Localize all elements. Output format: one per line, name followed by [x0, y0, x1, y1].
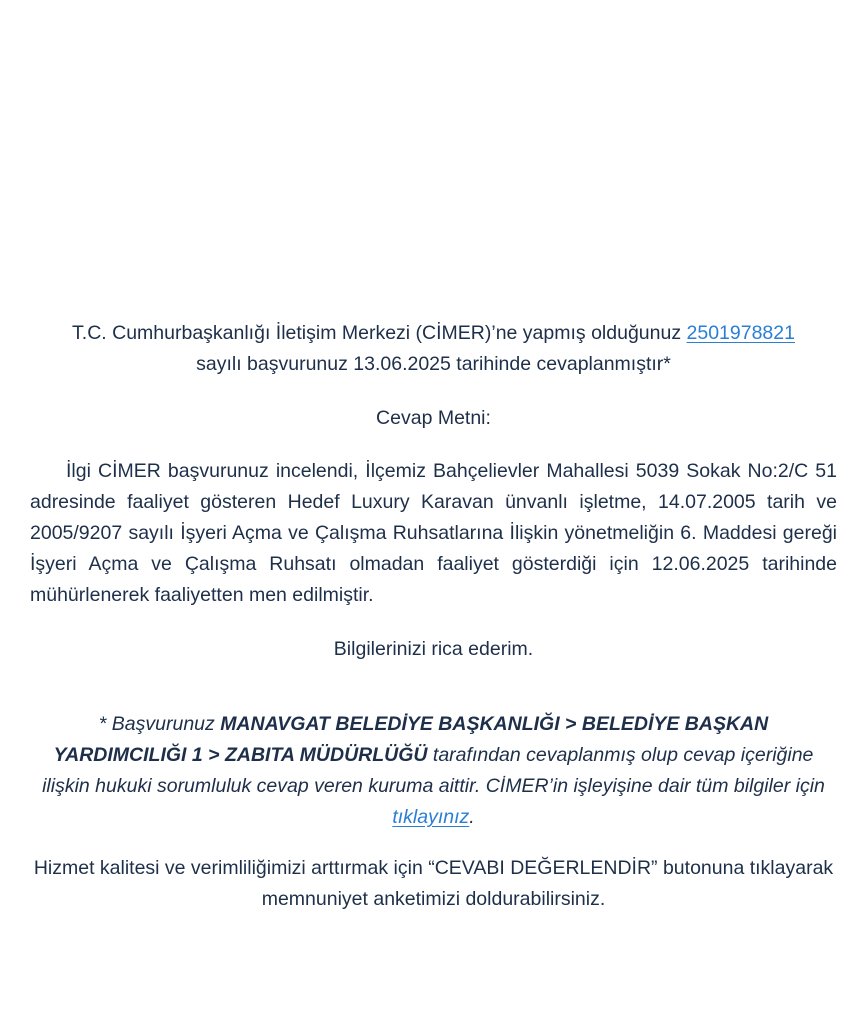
response-header: [0, 318, 867, 380]
note-prefix: * Başvurunuz: [98, 713, 215, 735]
survey-text: Hizmet kalitesi ve verimliliğimizi arttırmak için “CEVABI DEĞERLENDİR” butonuna tıklayarak memnuniyet anketimizi doldurabilirsiniz.: [33, 857, 834, 910]
note-middle-text: tarafından cevaplanmış olup cevap içeriğine ilişkin hukuki sorumluluk cevap veren kuruma aittir. CİMER’in işleyişine dair tüm bilgiler için: [42, 744, 825, 797]
response-document: [0, 318, 867, 915]
answer-label: Cevap Metni:: [376, 407, 491, 429]
header-intro-text: T.C. Cumhurbaşkanlığı İletişim Merkezi (CİMER)’ne yapmış olduğunuz: [72, 322, 682, 344]
cimer-info-link[interactable]: tıklayınız: [392, 806, 470, 828]
greeting-text: Bilgilerinizi rica ederim.: [333, 638, 534, 660]
header-date-text: sayılı başvurunuz 13.06.2025 tarihinde cevaplanmıştır*: [196, 353, 671, 375]
responsibility-note: [0, 709, 867, 833]
note-suffix: .: [469, 806, 475, 828]
application-number-link[interactable]: 2501978821: [686, 322, 795, 344]
answer-body: İlgi CİMER başvurunuz incelendi, İlçemiz Bahçelievler Mahallesi 5039 Sokak No:2/C 51 adresinde faaliyet gösteren Hedef Luxury Karavan ünvanlı işletme, 14.07.2005 tarih ve 2005/9207 sayılı İşyeri Açma ve Çalışma Ruhsatlarına İlişkin yönetmeliğin 6. Maddesi gereği İşyeri Açma ve Çalışma Ruhsatı olmadan faaliyet gösterdiği için 12.06.2025 tarihinde mühürlenerek faaliyetten men edilmiştir.: [30, 460, 837, 606]
responding-institution: MANAVGAT BELEDİYE BAŞKANLIĞI > BELEDİYE BAŞKAN YARDIMCILIĞI 1 > ZABITA MÜDÜRLÜĞÜ: [53, 713, 769, 766]
